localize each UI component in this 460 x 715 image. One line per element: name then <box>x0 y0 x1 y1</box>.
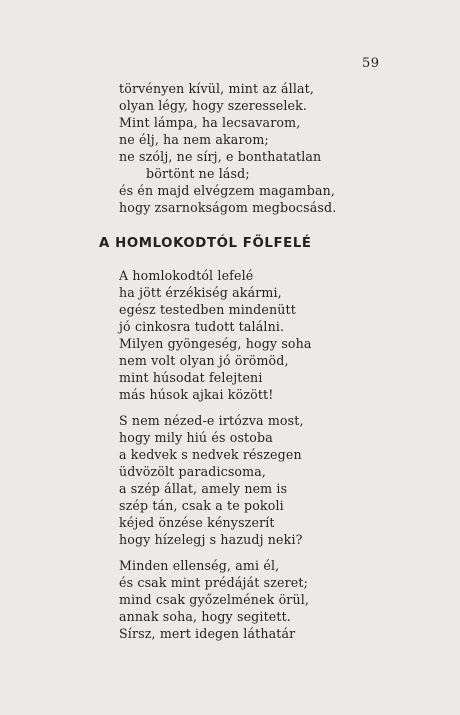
poem-line: és csak mint prédáját szeret; <box>119 575 308 590</box>
poem-line: Minden ellenség, ami él, <box>119 558 280 573</box>
poem-line: mind csak győzelmének örül, <box>119 592 310 607</box>
page-number: 59 <box>362 56 380 71</box>
poem-line: a szép állat, amely nem is <box>119 481 288 496</box>
poem-line: Milyen gyöngeség, hogy soha <box>119 336 312 351</box>
poem-line: üdvözölt paradicsoma, <box>119 464 267 479</box>
poem-line: jó cinkosra tudott találni. <box>119 319 285 334</box>
poem-line: törvényen kívül, mint az állat, <box>119 81 315 96</box>
poem-line: annak soha, hogy segitett. <box>119 609 291 624</box>
poem-line: hogy mily hiú és ostoba <box>119 430 273 445</box>
poem-line: más húsok ajkai között! <box>119 387 274 402</box>
poem-line: a kedvek s nedvek részegen <box>119 447 302 462</box>
poem-line: nem volt olyan jó örömöd, <box>119 353 289 368</box>
poem-line: A homlokodtól lefelé <box>119 268 254 283</box>
poem-title: A HOMLOKODTÓL FÖLFELÉ <box>99 236 312 251</box>
poem-line: hogy hízelegj s hazudj neki? <box>119 532 303 547</box>
poem-line: egész testedben mindenütt <box>119 302 296 317</box>
poem-line: Mint lámpa, ha lecsavarom, <box>119 115 301 130</box>
poem-line: hogy zsarnokságom megbocsásd. <box>119 200 337 215</box>
poem-line: ne élj, ha nem akarom; <box>119 132 269 147</box>
poem-line: szép tán, csak a te pokoli <box>119 498 284 513</box>
poem-line: börtönt ne lásd; <box>146 166 250 181</box>
poem-line: ne szólj, ne sírj, e bonthatatlan <box>119 149 322 164</box>
poem-line: olyan légy, hogy szeresselek. <box>119 98 308 113</box>
poem-line: mint húsodat felejteni <box>119 370 263 385</box>
poem-line: kéjed önzése kényszerít <box>119 515 275 530</box>
poem-line: és én majd elvégzem magamban, <box>119 183 336 198</box>
poem-line: S nem nézed-e irtózva most, <box>119 413 304 428</box>
poem-line: Sírsz, mert idegen láthatár <box>119 626 296 641</box>
poem-line: ha jött érzékiség akármi, <box>119 285 282 300</box>
